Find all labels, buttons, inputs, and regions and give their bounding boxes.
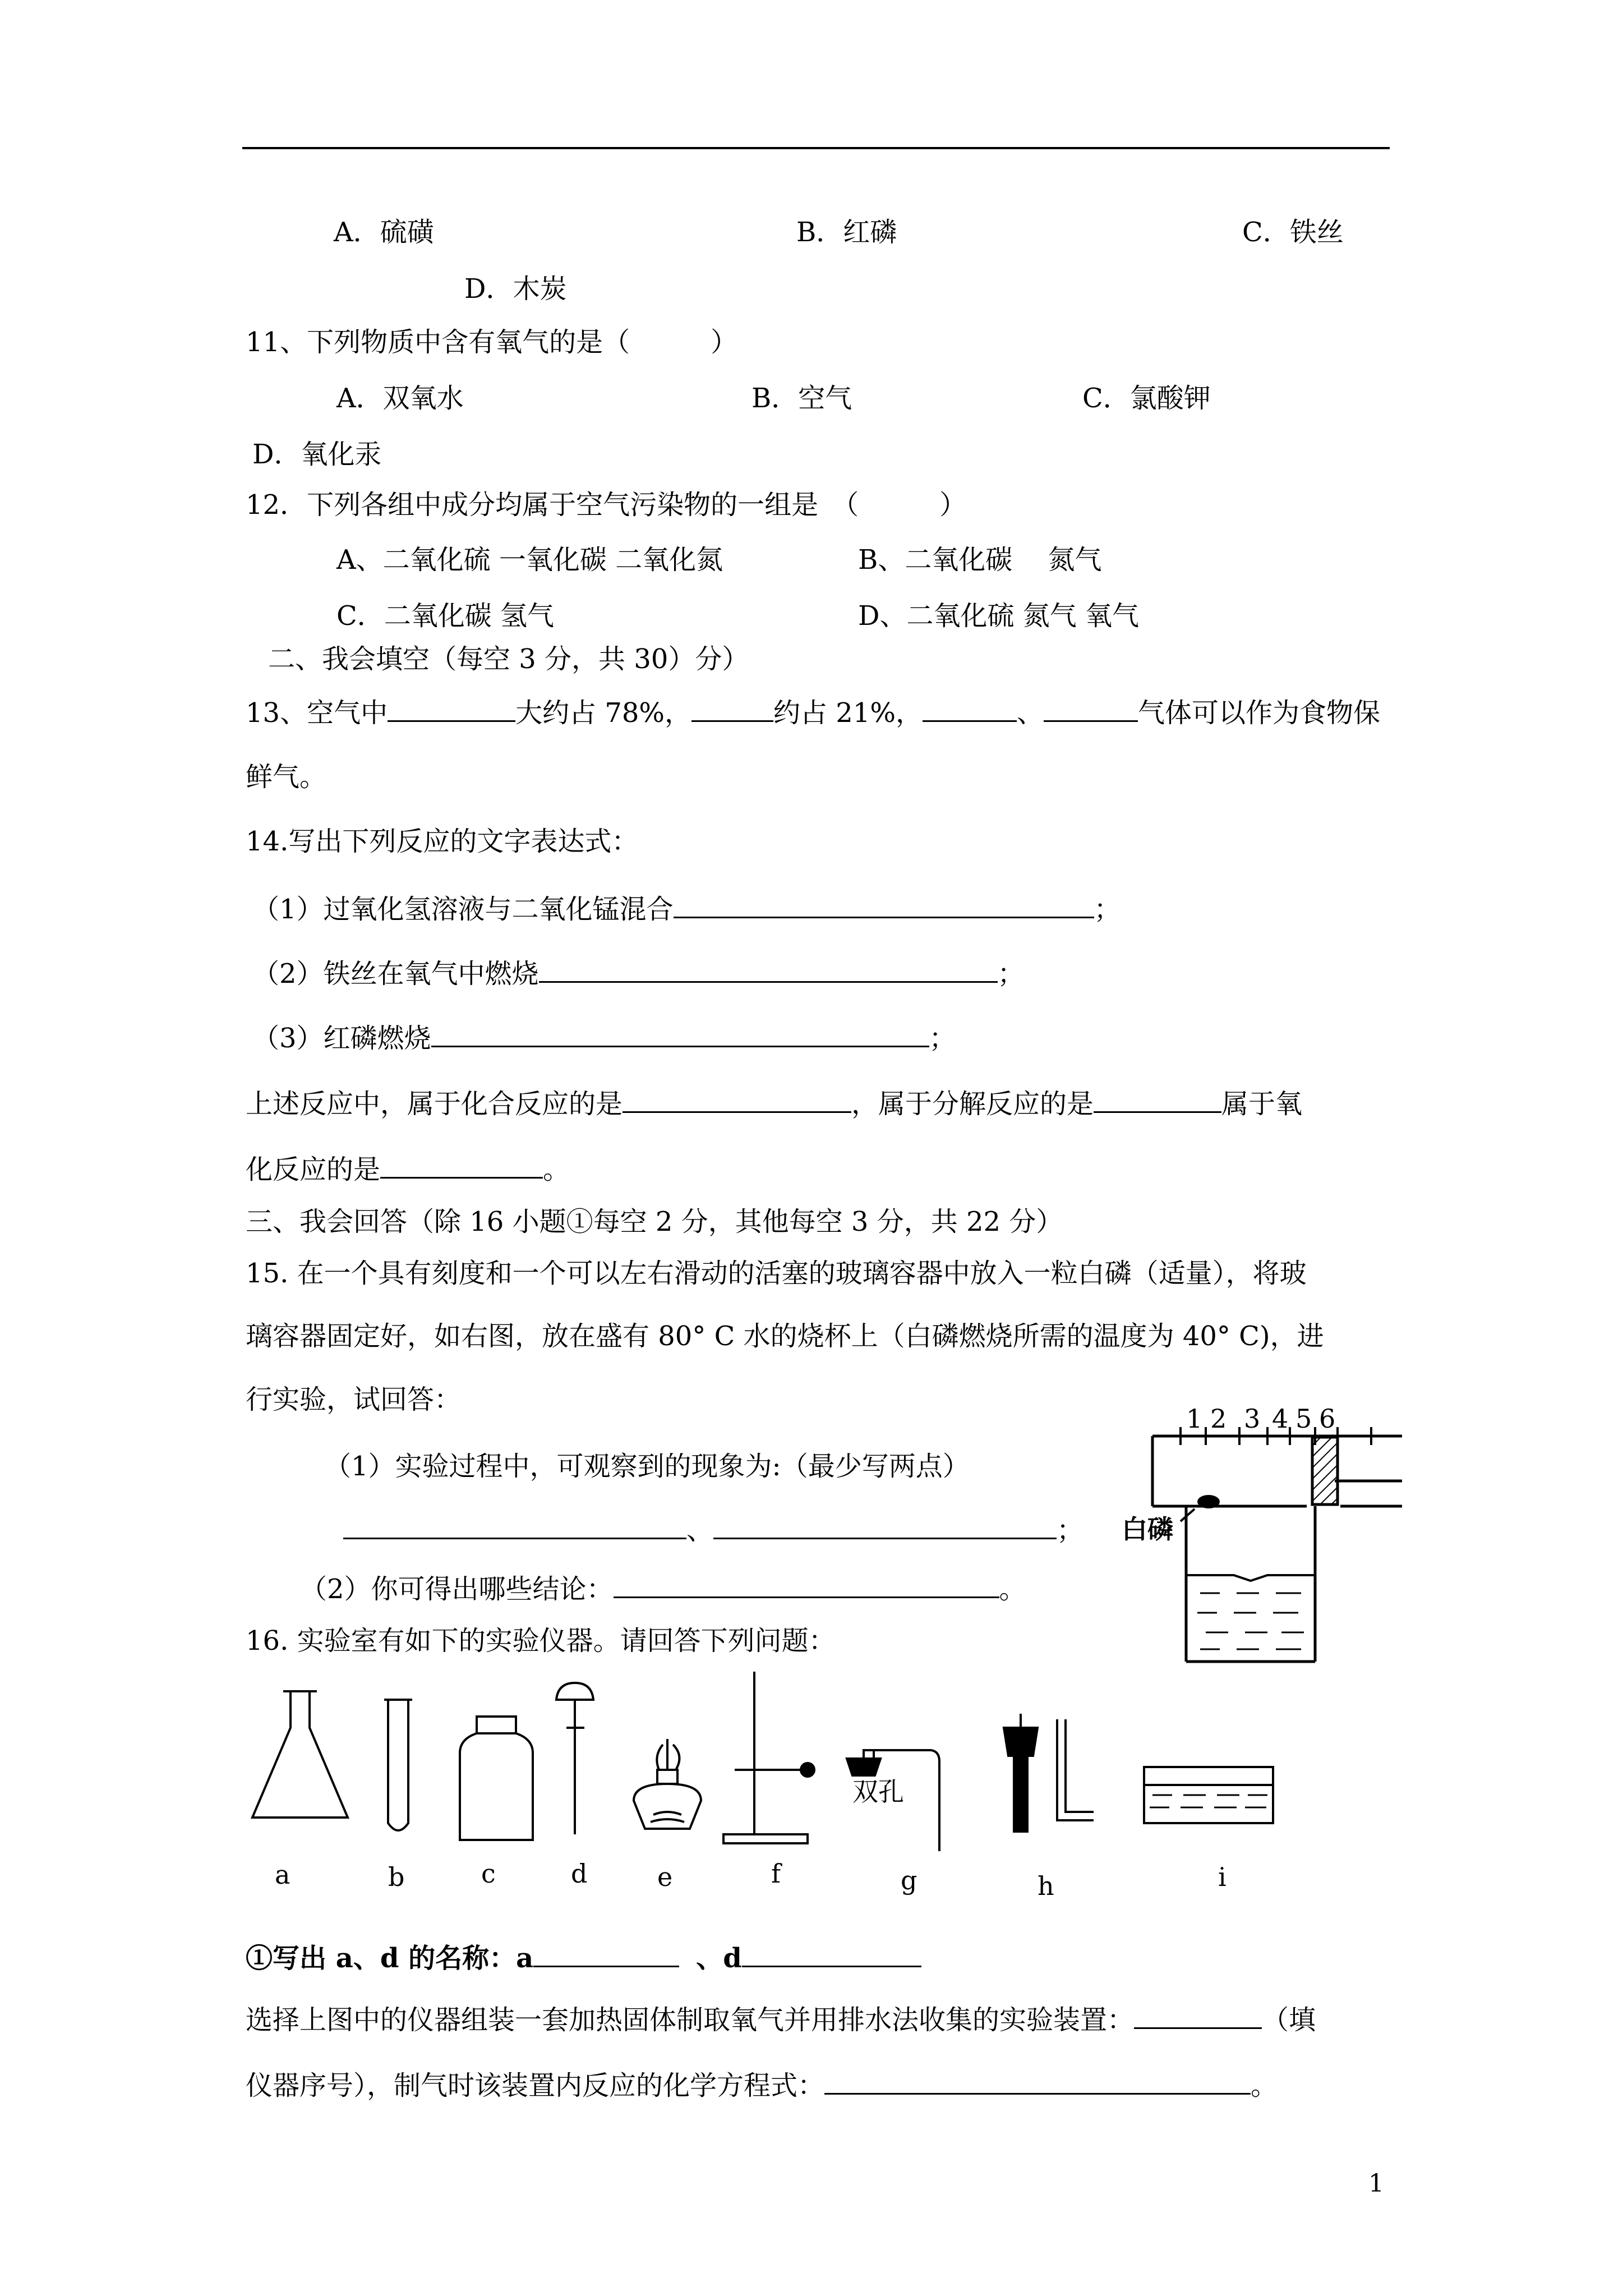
scale-label-5: 5 <box>1295 1404 1312 1434</box>
gas-bottle-icon <box>460 1717 533 1840</box>
q15-sub-2-text: （2）你可得出哪些结论： <box>300 1573 614 1605</box>
q14-blank-4[interactable] <box>623 1085 851 1113</box>
test-tube-icon <box>384 1700 412 1830</box>
q14-item-2 <box>252 955 1025 991</box>
q16-sub-2-line-2 <box>246 2067 1278 2102</box>
q16-sub-1 <box>246 1940 921 1975</box>
q14-item-3-text: （3）红磷燃烧 <box>252 1023 431 1054</box>
q13-text: 、 <box>1017 697 1044 729</box>
q13-blank-2[interactable] <box>691 694 773 722</box>
q16-sub-2-line-1 <box>246 2001 1316 2037</box>
q14-summary-text: 。 <box>543 1154 570 1185</box>
q14-blank-1[interactable] <box>674 891 1094 918</box>
q15-separator: 、 <box>686 1515 714 1546</box>
q16-blank-equation[interactable] <box>824 2067 1251 2095</box>
instrument-label-f: f <box>771 1858 781 1889</box>
q14-summary-text: 属于氧 <box>1221 1088 1303 1120</box>
q15-line-2: 璃容器固定好，如右图，放在盛有 80° C 水的烧杯上（白磷燃烧所需的温度为 40° C)，进 <box>246 1320 1324 1352</box>
q14-item-2-text: （2）铁丝在氧气中燃烧 <box>252 958 539 990</box>
q14-summary-text: 上述反应中，属于化合反应的是 <box>246 1088 623 1120</box>
q15-blank-3[interactable] <box>614 1571 999 1598</box>
q12-option-c: C．二氧化碳 氢气 <box>336 600 554 632</box>
q15-punct: ； <box>1057 1515 1084 1546</box>
q10-option-c: C．铁丝 <box>1242 217 1344 248</box>
instrument-label-a: a <box>275 1860 291 1890</box>
combustion-spoon-icon <box>556 1683 593 1834</box>
q16-instruments-figure <box>241 1666 1363 1901</box>
instrument-label-b: b <box>388 1862 405 1892</box>
q14-blank-2[interactable] <box>539 955 998 983</box>
q16-sub-1-text: ①写出 a、d 的名称：a <box>246 1943 534 1974</box>
q15-apparatus-figure <box>1122 1402 1413 1666</box>
g-double-hole-label: 双孔 <box>852 1777 904 1807</box>
q13-line-2: 鲜气。 <box>246 761 327 793</box>
q11-option-d: D．氧化汞 <box>252 439 382 470</box>
q10-option-b: B．红磷 <box>796 217 897 248</box>
section-2-heading: 二、我会填空（每空 3 分，共 30）分） <box>268 643 749 675</box>
q14-punct: ； <box>929 1023 956 1054</box>
q13-text: 约占 21%， <box>773 697 923 729</box>
q16-blank-d[interactable] <box>742 1940 921 1967</box>
q16-sub-2-text: 。 <box>1251 2070 1278 2101</box>
q12-option-a: A、二氧化硫 一氧化碳 二氧化氮 <box>336 544 723 576</box>
q14-summary-text: 化反应的是 <box>246 1154 381 1185</box>
white-phosphorus-dot <box>1197 1495 1220 1508</box>
q14-summary-line-1 <box>246 1085 1302 1121</box>
q14-blank-6[interactable] <box>380 1151 543 1179</box>
q11-stem: 11、下列物质中含有氧气的是（ ） <box>246 326 738 358</box>
scale-label-1: 1 <box>1186 1404 1203 1434</box>
q16-sub-2-text: （填 <box>1262 2004 1316 2036</box>
q15-blank-2[interactable] <box>713 1512 1057 1539</box>
scale-label-6: 6 <box>1319 1404 1336 1434</box>
q13-line-1 <box>246 694 1380 730</box>
stopper-rod-icon <box>1004 1714 1094 1832</box>
q10-option-a: A．硫磺 <box>334 217 434 248</box>
iron-stand-icon <box>723 1672 814 1843</box>
scale-label-3: 3 <box>1244 1404 1261 1434</box>
instrument-label-g: g <box>901 1865 917 1895</box>
q15-line-3: 行实验，试回答： <box>246 1384 462 1415</box>
instrument-label-i: i <box>1218 1862 1227 1892</box>
q13-text: 13、空气中 <box>246 697 388 729</box>
q11-option-b: B．空气 <box>751 383 852 414</box>
q15-punct: 。 <box>999 1573 1026 1605</box>
q14-item-1-text: （1）过氧化氢溶液与二氧化锰混合 <box>252 894 674 925</box>
q16-blank-apparatus[interactable] <box>1134 2001 1262 2029</box>
q13-text: 气体可以作为食物保 <box>1138 697 1381 729</box>
q14-blank-5[interactable] <box>1094 1085 1221 1113</box>
scale-label-4: 4 <box>1272 1404 1289 1434</box>
alcohol-lamp-icon <box>634 1739 701 1829</box>
q10-option-d: D．木炭 <box>464 273 567 305</box>
conical-flask-icon <box>252 1691 348 1818</box>
q11-option-a: A．双氧水 <box>336 383 464 414</box>
q14-item-3 <box>252 1020 956 1055</box>
q16-sub-2-text: 选择上图中的仪器组装一套加热固体制取氧气并用排水法收集的实验装置： <box>246 2004 1135 2036</box>
q14-summary-text: ，属于分解反应的是 <box>851 1088 1094 1120</box>
instrument-label-c: c <box>481 1858 496 1889</box>
q12-option-d: D、二氧化硫 氮气 氧气 <box>858 600 1140 632</box>
q14-blank-3[interactable] <box>431 1020 929 1047</box>
white-phosphorus-label: 白磷 <box>1122 1514 1173 1544</box>
header-rule <box>242 147 1390 149</box>
section-3-heading: 三、我会回答（除 16 小题①每空 2 分，其他每空 3 分，共 22 分） <box>246 1206 1063 1237</box>
q14-stem: 14.写出下列反应的文字表达式： <box>246 826 639 857</box>
q14-punct: ； <box>1094 894 1121 925</box>
q16-stem: 16. 实验室有如下的实验仪器。请回答下列问题： <box>246 1625 836 1657</box>
instrument-label-h: h <box>1038 1871 1054 1901</box>
q16-blank-a[interactable] <box>533 1940 679 1967</box>
instrument-label-d: d <box>571 1858 588 1889</box>
page-number: 1 <box>1368 2169 1384 2198</box>
q11-option-c: C．氯酸钾 <box>1082 383 1211 414</box>
q15-answer-line <box>343 1512 1083 1547</box>
q15-line-1: 15. 在一个具有刻度和一个可以左右滑动的活塞的玻璃容器中放入一粒白磷（适量），将玻 <box>246 1258 1307 1289</box>
water-trough-icon <box>1144 1767 1273 1823</box>
q16-sub-1-text: 、d <box>696 1943 742 1974</box>
q14-summary-line-2 <box>246 1151 570 1186</box>
q14-item-1 <box>252 891 1121 926</box>
q13-blank-4[interactable] <box>1044 694 1138 722</box>
q12-option-b: B、二氧化碳 氮气 <box>858 544 1102 576</box>
q15-sub-2 <box>300 1571 1026 1606</box>
q13-blank-1[interactable] <box>388 694 515 722</box>
q14-punct: ； <box>997 958 1025 990</box>
q15-sub-1: （1）实验过程中，可观察到的现象为:（最少写两点） <box>324 1451 970 1482</box>
scale-label-2: 2 <box>1210 1404 1227 1434</box>
q12-stem: 12．下列各组中成分均属于空气污染物的一组是 （ ） <box>246 489 967 521</box>
q13-text: 大约占 78%， <box>515 697 692 729</box>
q13-blank-3[interactable] <box>923 694 1017 722</box>
instrument-label-e: e <box>657 1862 673 1892</box>
q15-blank-1[interactable] <box>343 1512 686 1539</box>
q16-sub-2-text: 仪器序号），制气时该装置内反应的化学方程式： <box>246 2070 825 2101</box>
